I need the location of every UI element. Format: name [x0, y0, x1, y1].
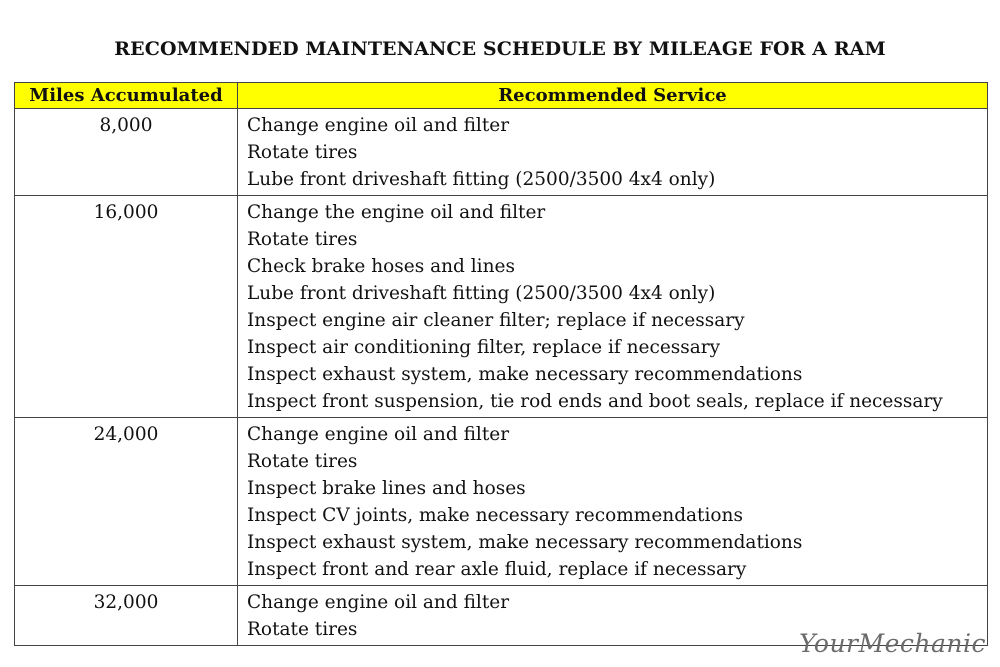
service-item: Change engine oil and filter: [247, 424, 510, 445]
service-item: Rotate tires: [247, 619, 358, 640]
service-item: Inspect exhaust system, make necessary recommendations: [247, 532, 803, 553]
service-item: Lube front driveshaft fitting (2500/3500 4x4 only): [247, 169, 716, 190]
miles-cell: 24,000: [15, 418, 238, 586]
service-item: Rotate tires: [247, 142, 358, 163]
miles-cell: 8,000: [15, 109, 238, 196]
miles-cell: 32,000: [15, 586, 238, 646]
service-item: Inspect air conditioning filter, replace if necessary: [247, 337, 721, 358]
yourmechanic-logo: YourMechanic: [799, 629, 986, 658]
table-row: [15, 109, 988, 196]
service-item: Inspect front and rear axle fluid, replace if necessary: [247, 559, 747, 580]
maintenance-schedule-table: [14, 82, 988, 646]
miles-cell: 16,000: [15, 196, 238, 418]
services-cell: [238, 418, 988, 586]
column-header-service: Recommended Service: [238, 83, 988, 109]
table-row: [15, 418, 988, 586]
services-cell: [238, 196, 988, 418]
service-item: Inspect engine air cleaner filter; replace if necessary: [247, 310, 745, 331]
service-item: Change the engine oil and filter: [247, 202, 546, 223]
service-item: Change engine oil and filter: [247, 592, 510, 613]
service-item: Inspect brake lines and hoses: [247, 478, 526, 499]
column-header-miles: Miles Accumulated: [15, 83, 238, 109]
services-cell: [238, 109, 988, 196]
service-item: Change engine oil and filter: [247, 115, 510, 136]
page-title: RECOMMENDED MAINTENANCE SCHEDULE BY MILEAGE FOR A RAM: [114, 38, 886, 60]
service-item: Inspect CV joints, make necessary recommendations: [247, 505, 743, 526]
service-item: Lube front driveshaft fitting (2500/3500 4x4 only): [247, 283, 716, 304]
service-item: Rotate tires: [247, 451, 358, 472]
table-row: [15, 196, 988, 418]
table-header-row: [15, 83, 988, 109]
service-item: Check brake hoses and lines: [247, 256, 515, 277]
service-item: Inspect exhaust system, make necessary recommendations: [247, 364, 803, 385]
service-item: Rotate tires: [247, 229, 358, 250]
service-item: Inspect front suspension, tie rod ends and boot seals, replace if necessary: [247, 391, 943, 412]
